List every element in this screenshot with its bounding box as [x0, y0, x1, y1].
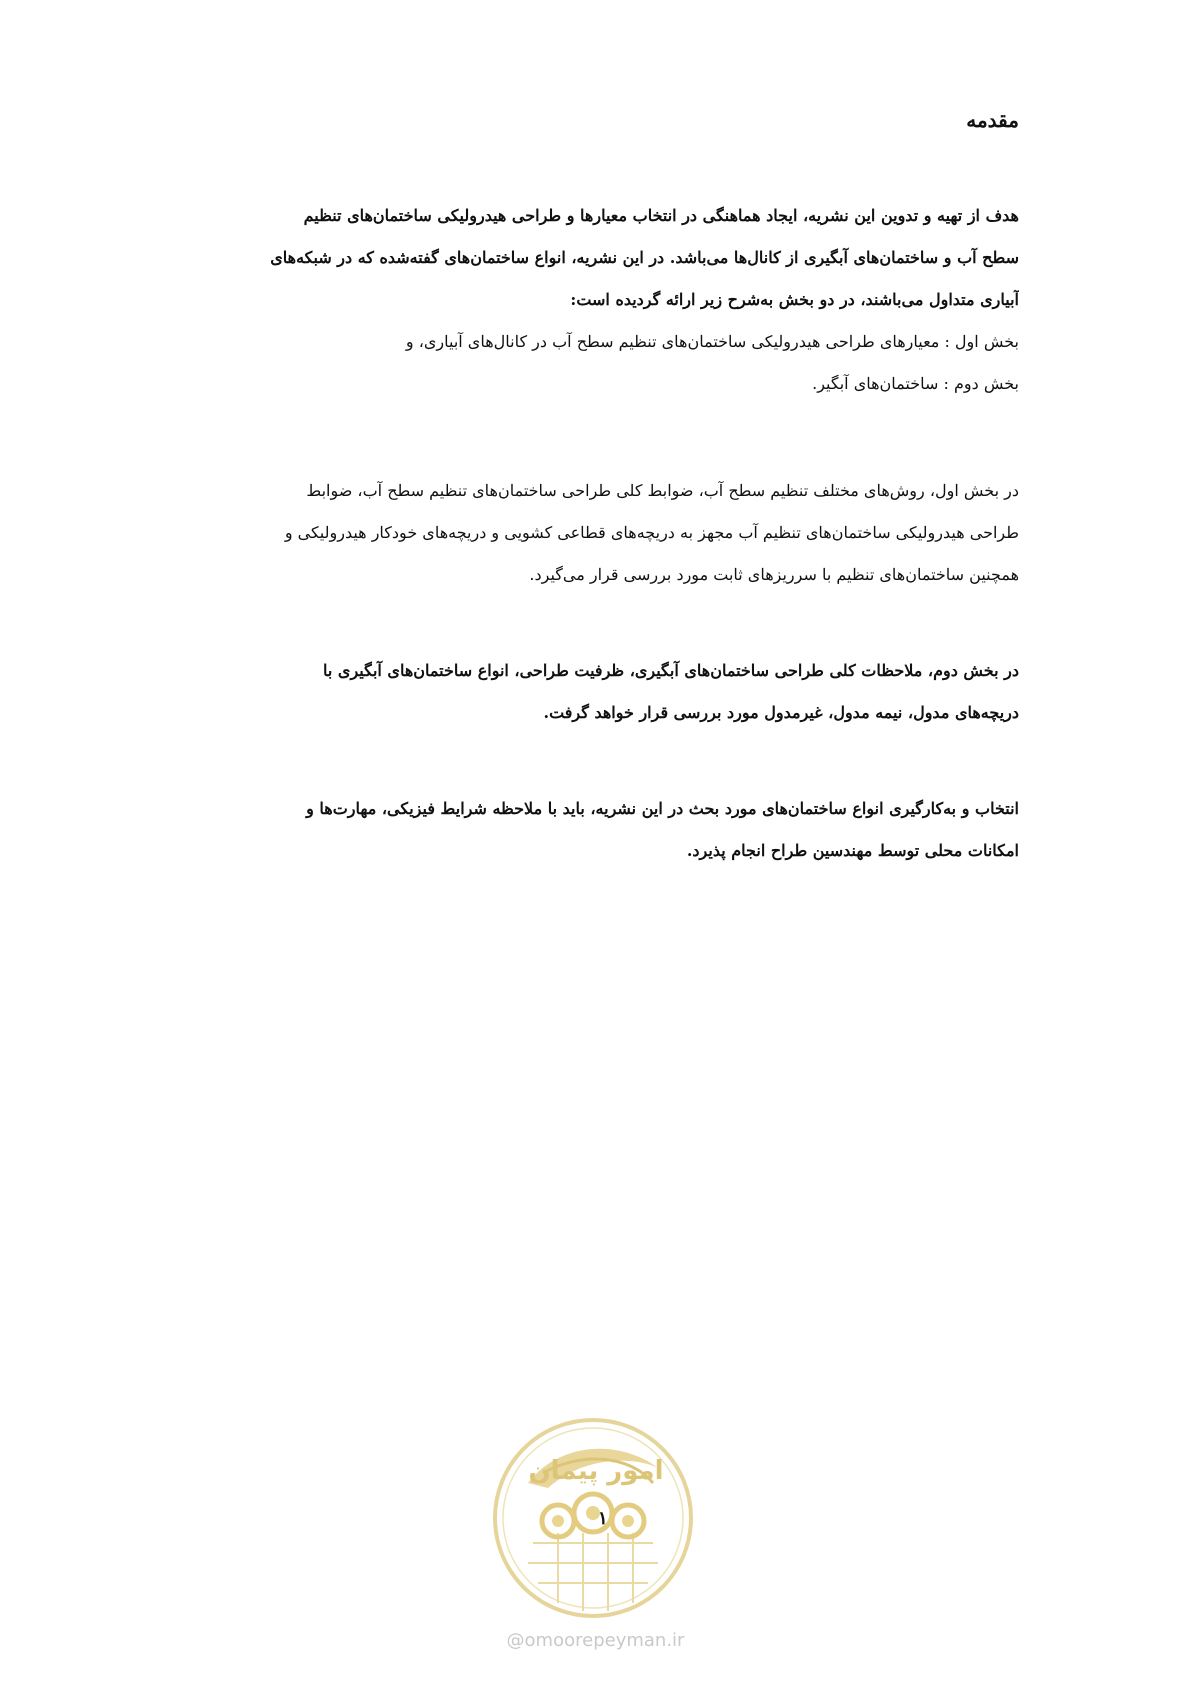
paragraph-intro — [171, 195, 1019, 405]
text-line: دریچه‌های مدول، نیمه مدول، غیرمدول مورد بررسی قرار خواهد گرفت. — [543, 703, 1019, 722]
text-line: در بخش دوم، ملاحظات کلی طراحی ساختمان‌های آبگیری، ظرفیت طراحی، انواع ساختمان‌های آبگیری با — [323, 661, 1019, 680]
text-line: طراحی هیدرولیکی ساختمان‌های تنظیم آب مجهز به دریچه‌های قطاعی کشویی و دریچه‌های خودکار هیدرولیکی و — [284, 523, 1019, 542]
page-number: ۱ — [598, 1508, 608, 1529]
paragraph-part-two — [171, 650, 1019, 734]
text-line: امکانات محلی توسط مهندسین طراح انجام پذیرد. — [686, 841, 1019, 860]
text-line: سطح آب و ساختمان‌های آبگیری از کانال‌ها می‌باشد. در این نشریه، انواع ساختمان‌های گفته‌شده که در شبکه‌های — [270, 248, 1019, 267]
paragraph-selection — [171, 788, 1019, 872]
text-line: در بخش اول، روش‌های مختلف تنظیم سطح آب، ضوابط کلی طراحی ساختمان‌های تنظیم سطح آب، ضوابط — [306, 481, 1019, 500]
watermark-site: @omoorepeyman.ir — [506, 1630, 685, 1651]
section-heading: مقدمه — [966, 108, 1019, 132]
text-line: همچنین ساختمان‌های تنظیم با سرریزهای ثابت مورد بررسی قرار می‌گیرد. — [529, 565, 1019, 584]
paragraph-part-one — [171, 470, 1019, 596]
watermark-logo-text: امور پیمان — [528, 1456, 664, 1486]
watermark-logo — [488, 1413, 698, 1623]
text-line: آبیاری متداول می‌باشند، در دو بخش به‌شرح زیر ارائه گردیده است: — [570, 290, 1019, 309]
text-line: بخش دوم : ساختمان‌های آبگیر. — [812, 374, 1019, 393]
text-line: هدف از تهیه و تدوین این نشریه، ایجاد هماهنگی در انتخاب معیارها و طراحی هیدرولیکی ساختمان‌های تنظیم — [303, 206, 1019, 225]
text-line: انتخاب و به‌کارگیری انواع ساختمان‌های مورد بحث در این نشریه، باید با ملاحظه شرایط فیزیکی، مهارت‌ها و — [306, 799, 1019, 818]
text-line: بخش اول : معیارهای طراحی هیدرولیکی ساختمان‌های تنظیم سطح آب در کانال‌های آبیاری، و — [405, 332, 1019, 351]
